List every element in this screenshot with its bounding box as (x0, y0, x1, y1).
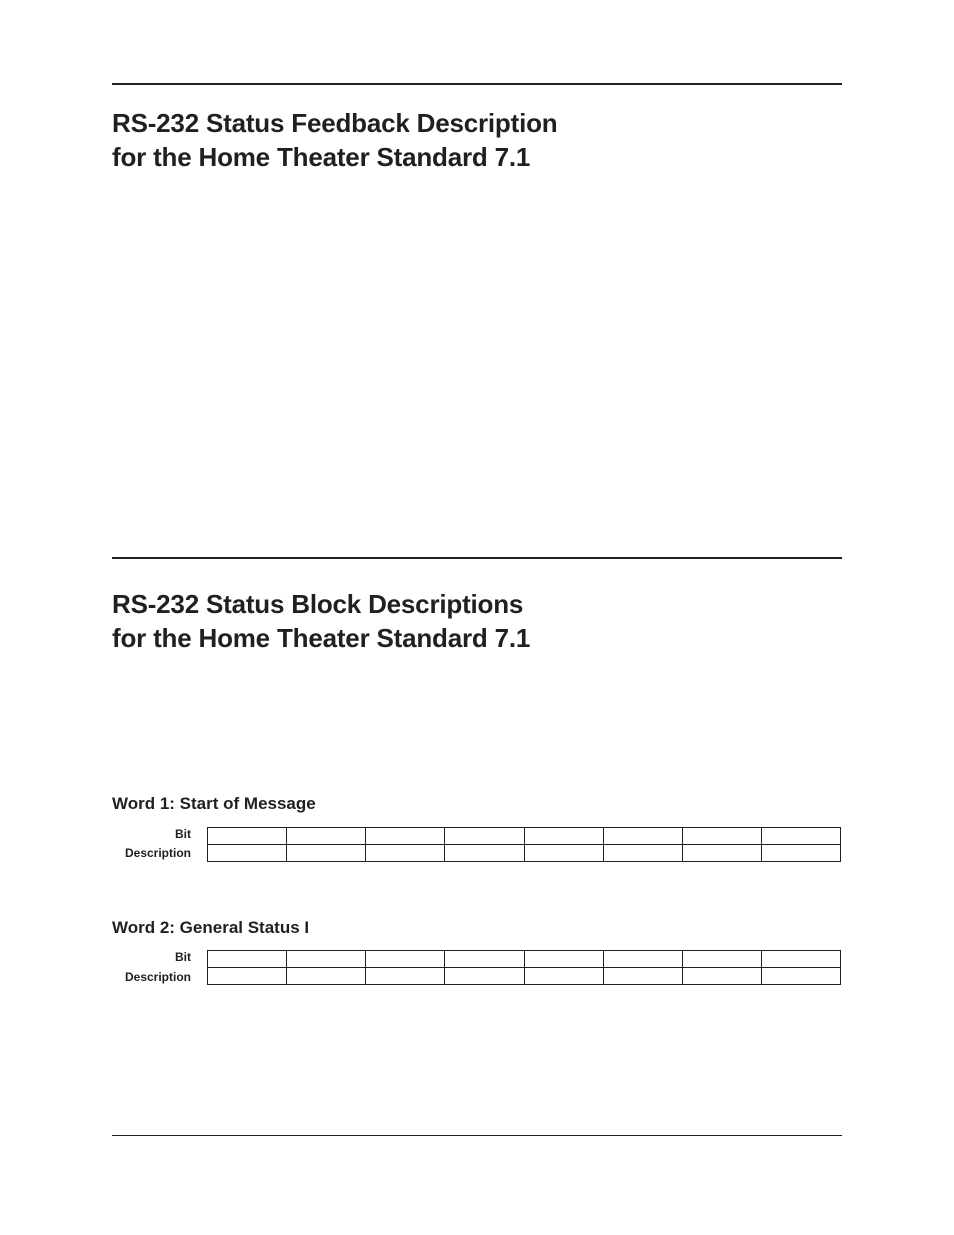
word1-description-cell (603, 845, 682, 862)
word2-bit-cell (287, 951, 366, 968)
word1-bit-cell (208, 828, 287, 845)
section2-title-line1: RS-232 Status Block Descriptions (112, 589, 524, 619)
word1-description-cell (366, 845, 445, 862)
word2-description-cell (445, 968, 524, 985)
word2-bit-cell (366, 951, 445, 968)
word2-bit-cell (761, 951, 840, 968)
word2-heading: Word 2: General Status I (112, 918, 310, 937)
word1-bit-cell (761, 828, 840, 845)
word1-bit-row (208, 828, 841, 845)
bottom-rule (112, 1135, 842, 1136)
word2-description-label: Description (124, 970, 191, 984)
word1-bit-table (207, 827, 841, 862)
section1-title-line2: for the Home Theater Standard 7.1 (112, 142, 531, 172)
word1-bit-cell (682, 828, 761, 845)
word1-description-cell (445, 845, 524, 862)
section2-title (112, 587, 530, 655)
word2-description-row (208, 968, 841, 985)
word2-description-cell (208, 968, 287, 985)
word1-description-cell (524, 845, 603, 862)
word2-bit-cell (208, 951, 287, 968)
word1-description-label: Description (124, 846, 191, 860)
section2-title-line2: for the Home Theater Standard 7.1 (112, 623, 531, 653)
top-rule (112, 83, 842, 85)
word1-bit-cell (366, 828, 445, 845)
word1-heading: Word 1: Start of Message (112, 794, 316, 813)
word2-bit-table (207, 950, 841, 985)
word1-bit-cell (287, 828, 366, 845)
word1-bit-label: Bit (175, 827, 191, 841)
word1-description-cell (682, 845, 761, 862)
word2-bit-cell (445, 951, 524, 968)
section1-title-line1: RS-232 Status Feedback Description (112, 108, 558, 138)
word1-bit-cell (524, 828, 603, 845)
word2-description-cell (603, 968, 682, 985)
section1-title (112, 106, 557, 174)
word2-bit-label: Bit (175, 950, 191, 964)
word2-description-cell (524, 968, 603, 985)
word1-description-cell (761, 845, 840, 862)
word2-bit-cell (603, 951, 682, 968)
word2-description-cell (287, 968, 366, 985)
middle-rule (112, 557, 842, 559)
word1-bit-cell (603, 828, 682, 845)
word2-description-cell (682, 968, 761, 985)
word1-description-cell (287, 845, 366, 862)
word2-description-cell (761, 968, 840, 985)
word2-bit-cell (524, 951, 603, 968)
word2-description-cell (366, 968, 445, 985)
word1-bit-cell (445, 828, 524, 845)
word1-description-row (208, 845, 841, 862)
word2-bit-row (208, 951, 841, 968)
word2-bit-cell (682, 951, 761, 968)
word1-description-cell (208, 845, 287, 862)
